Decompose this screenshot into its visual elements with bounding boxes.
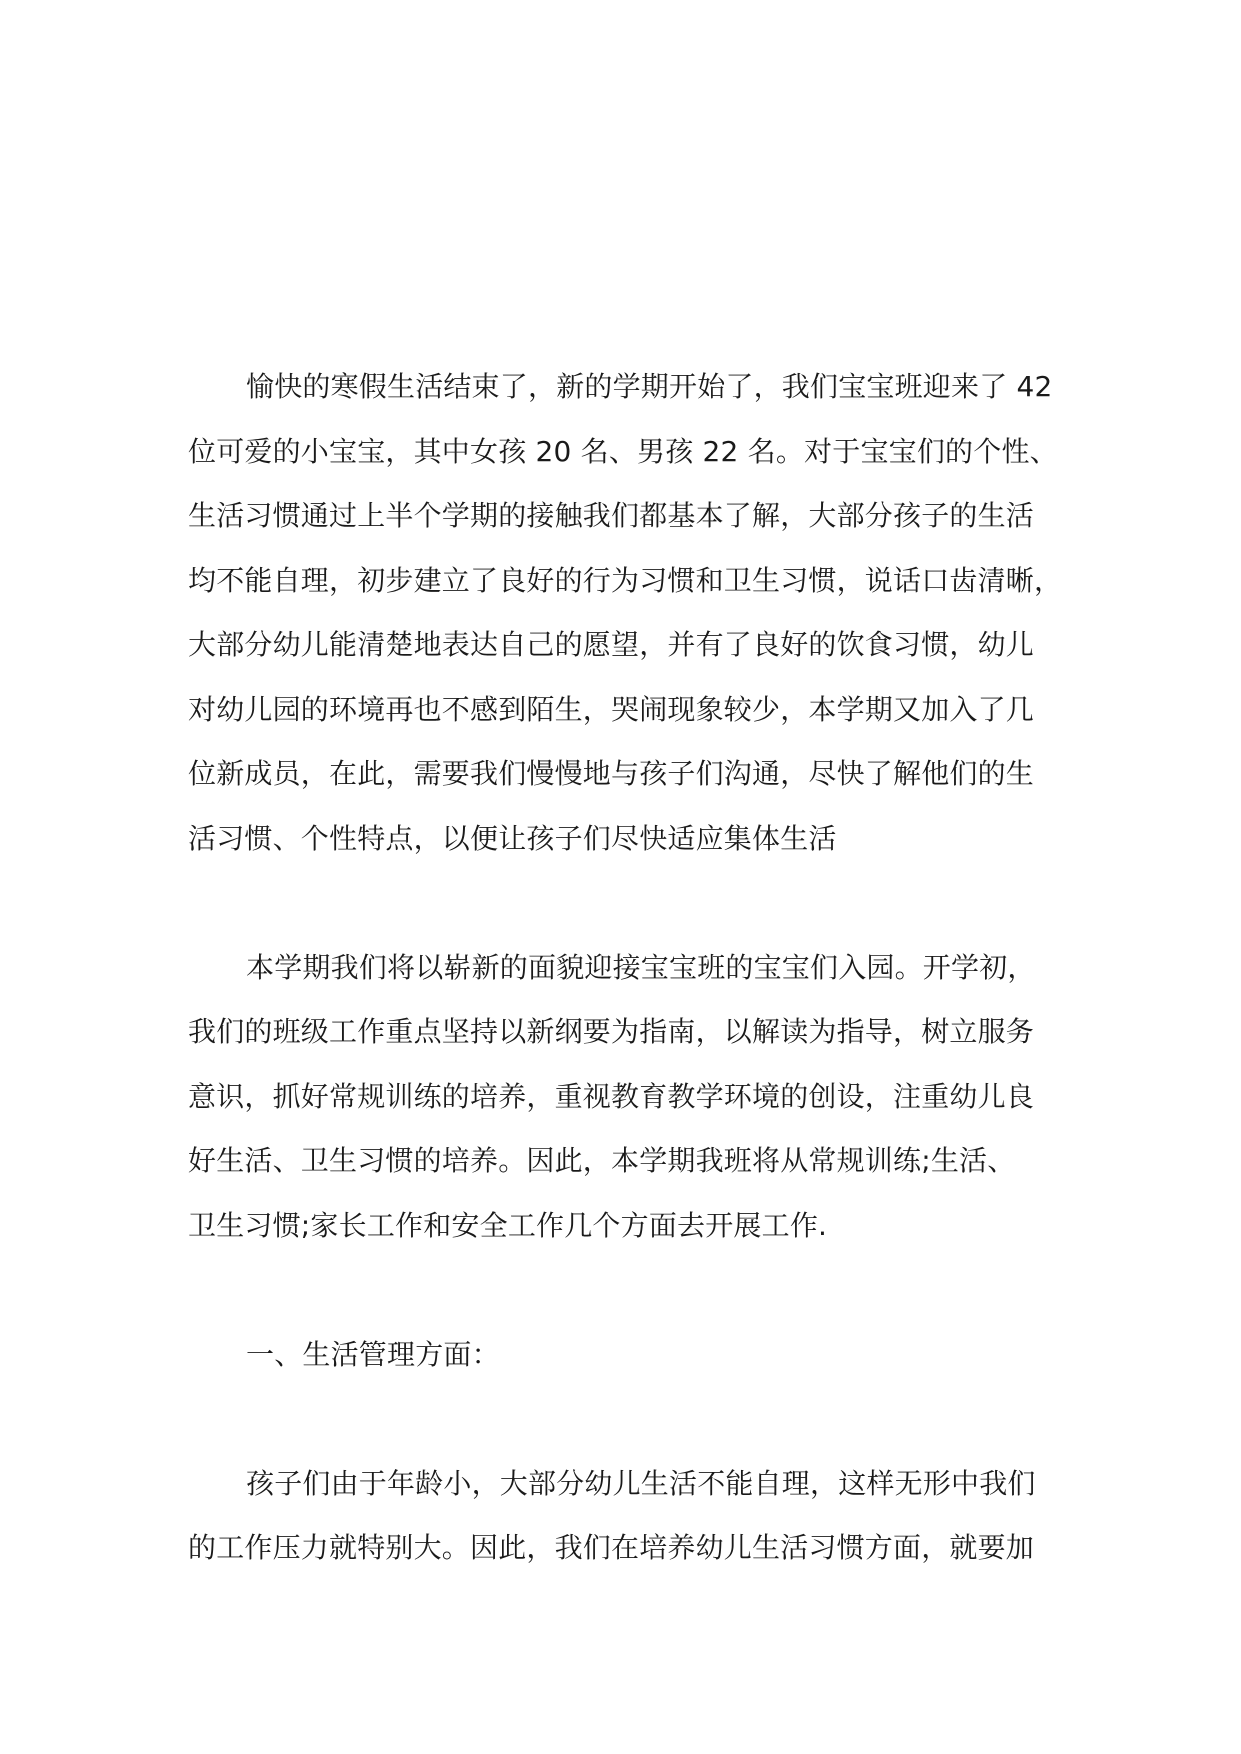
paragraph-gap: [188, 1258, 1068, 1323]
text-line: 愉快的寒假生活结束了，新的学期开始了，我们宝宝班迎来了 42: [246, 370, 1053, 403]
text-line: 生活习惯通过上半个学期的接触我们都基本了解，大部分孩子的生活: [188, 499, 1035, 532]
text-line: 的工作压力就特别大。因此，我们在培养幼儿生活习惯方面，就要加: [188, 1531, 1035, 1564]
text-line: 卫生习惯;家长工作和安全工作几个方面去开展工作.: [188, 1208, 828, 1242]
heading-line: 一、生活管理方面：: [246, 1337, 500, 1371]
paragraph-gap: [188, 871, 1068, 936]
text-line: 位新成员，在此，需要我们慢慢地与孩子们沟通，尽快了解他们的生: [188, 757, 1035, 790]
paragraph-life-management: [188, 1452, 1068, 1581]
text-line: 对幼儿园的环境再也不感到陌生，哭闹现象较少，本学期又加入了几: [188, 692, 1035, 726]
text-line: 意识，抓好常规训练的培养，重视教育教学环境的创设，注重幼儿良: [188, 1079, 1035, 1113]
paragraph-intro: [188, 355, 1068, 871]
text-line: 我们的班级工作重点坚持以新纲要为指南，以解读为指导，树立服务: [188, 1015, 1035, 1048]
text-line: 好生活、卫生习惯的培养。因此，本学期我班将从常规训练;生活、: [188, 1144, 1016, 1177]
paragraph-gap: [188, 1387, 1068, 1452]
text-line: 活习惯、个性特点，以便让孩子们尽快适应集体生活: [188, 821, 837, 855]
paragraph-semester-plan: [188, 936, 1068, 1259]
document-body: [188, 355, 1068, 1581]
text-line: 大部分幼儿能清楚地表达自己的愿望，并有了良好的饮食习惯，幼儿: [188, 628, 1035, 661]
text-line: 位可爱的小宝宝，其中女孩 20 名、男孩 22 名。对于宝宝们的个性、: [188, 434, 1058, 468]
text-line: 孩子们由于年龄小，大部分幼儿生活不能自理，这样无形中我们: [246, 1466, 1036, 1500]
text-line: 本学期我们将以崭新的面貌迎接宝宝班的宝宝们入园。开学初，: [246, 950, 1036, 984]
section-heading: [188, 1323, 1068, 1388]
text-line: 均不能自理，初步建立了良好的行为习惯和卫生习惯，说话口齿清晰，: [188, 563, 1063, 597]
